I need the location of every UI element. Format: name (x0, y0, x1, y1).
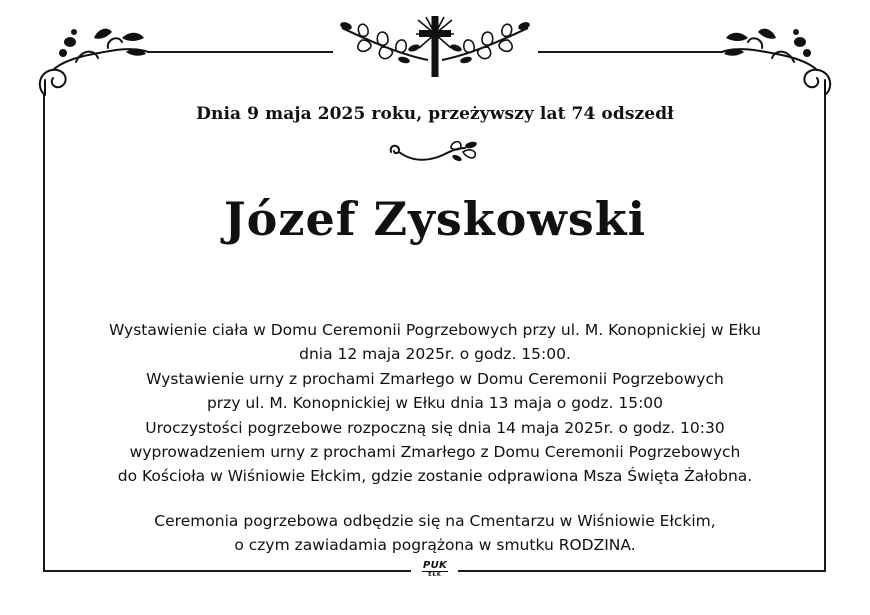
top-border-left (148, 51, 333, 53)
paragraph-gap (40, 489, 830, 509)
corner-flourish-icon (714, 20, 834, 100)
detail-line: Uroczystości pogrzebowe rozpoczną się dnia 14 maja 2025r. o godz. 10:30 (145, 418, 725, 437)
corner-flourish-icon (36, 20, 156, 100)
detail-line: dnia 12 maja 2025r. o godz. 15:00. (299, 345, 571, 364)
closing-line: Ceremonia pogrzebowa odbędzie się na Cmentarzu w Wiśniowie Ełckim, (154, 511, 716, 530)
puk-logo (414, 561, 456, 578)
ceremony-details (40, 318, 830, 558)
detail-line: do Kościoła w Wiśniowie Ełckim, gdzie zostanie odprawiona Msza Święta Żałobna. (117, 467, 753, 486)
detail-line: Wystawienie ciała w Domu Ceremonii Pogrzebowych przy ul. M. Konopnickiej w Ełku (108, 321, 761, 339)
logo-sub-text: EŁK (422, 571, 448, 578)
top-border-right (538, 51, 723, 53)
frame-bottom-border-left (43, 570, 411, 572)
date-line: Dnia 9 maja 2025 roku, przeżywszy lat 74 odszedł (196, 104, 674, 124)
divider-flourish-icon (385, 140, 485, 166)
frame-bottom-border-right (458, 570, 826, 572)
laurel-branch-icon (440, 20, 532, 68)
detail-line: przy ul. M. Konopnickiej w Ełku dnia 13 maja o godz. 15:00 (206, 394, 664, 413)
deceased-name: Józef Zyskowski (223, 192, 647, 246)
closing-line: o czym zawiadamia pogrążona w smutku RODZINA. (234, 536, 636, 555)
logo-main-text: PUK (422, 560, 448, 571)
detail-line: wyprowadzeniem urny z prochami Zmarłego z Domu Ceremonii Pogrzebowych (129, 443, 741, 462)
detail-line: Wystawienie urny z prochami Zmarłego w Domu Ceremonii Pogrzebowych (146, 369, 724, 388)
